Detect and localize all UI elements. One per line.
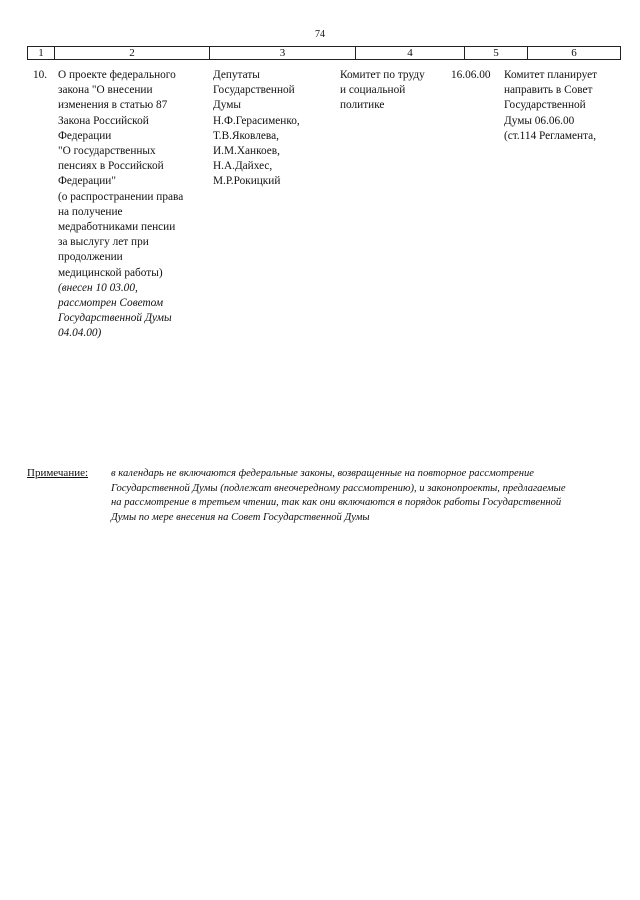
- header-cell-3: 3: [210, 47, 356, 59]
- responsible-committee: Комитет по труду и социальной политике: [340, 69, 425, 112]
- bill-title: О проекте федерального закона "О внесении изменения в статью 87 Закона Российской Федерации "О государственных пенсиях в Российской Федерации" (о распространении права на получение медработниками пенсии за выслугу лет при продолжении медицинской работы): [58, 69, 184, 279]
- row-number: 10.: [33, 69, 48, 81]
- page-number: 74: [315, 29, 325, 40]
- header-cell-2: 2: [55, 47, 210, 59]
- committee-plan: Комитет планирует направить в Совет Государственной Думы 06.06.00 (ст.114 Регламента,: [504, 69, 598, 142]
- header-cell-6: 6: [571, 47, 577, 59]
- note-text: в календарь не включаются федеральные законы, возвращенные на повторное рассмотрение Государственной Думы (подлежат внеочередному рассмотрению), и законопроекты, предлагаемые на рассмотрение в третьем чтении, так как они включаются в порядок работы Государственной Думы по мере внесения на Совет Государственной Думы: [111, 468, 566, 523]
- bill-title-note: (внесен 10 03.00, рассмотрен Советом Государственной Думы 04.04.00): [58, 281, 172, 340]
- header-cell-5: 5: [465, 47, 528, 59]
- header-cell-1: 1: [28, 47, 55, 59]
- bill-authors: Депутаты Государственной Думы Н.Ф.Герасименко, Т.В.Яковлева, И.М.Ханкоев, Н.А.Дайхес, М.Р.Рокицкий: [213, 69, 300, 188]
- table-header-row: [27, 46, 621, 60]
- note-label: Примечание:: [27, 467, 89, 479]
- consideration-date: 16.06.00: [451, 69, 491, 81]
- header-cell-4: 4: [356, 47, 465, 59]
- bill-title-cell: [58, 68, 208, 342]
